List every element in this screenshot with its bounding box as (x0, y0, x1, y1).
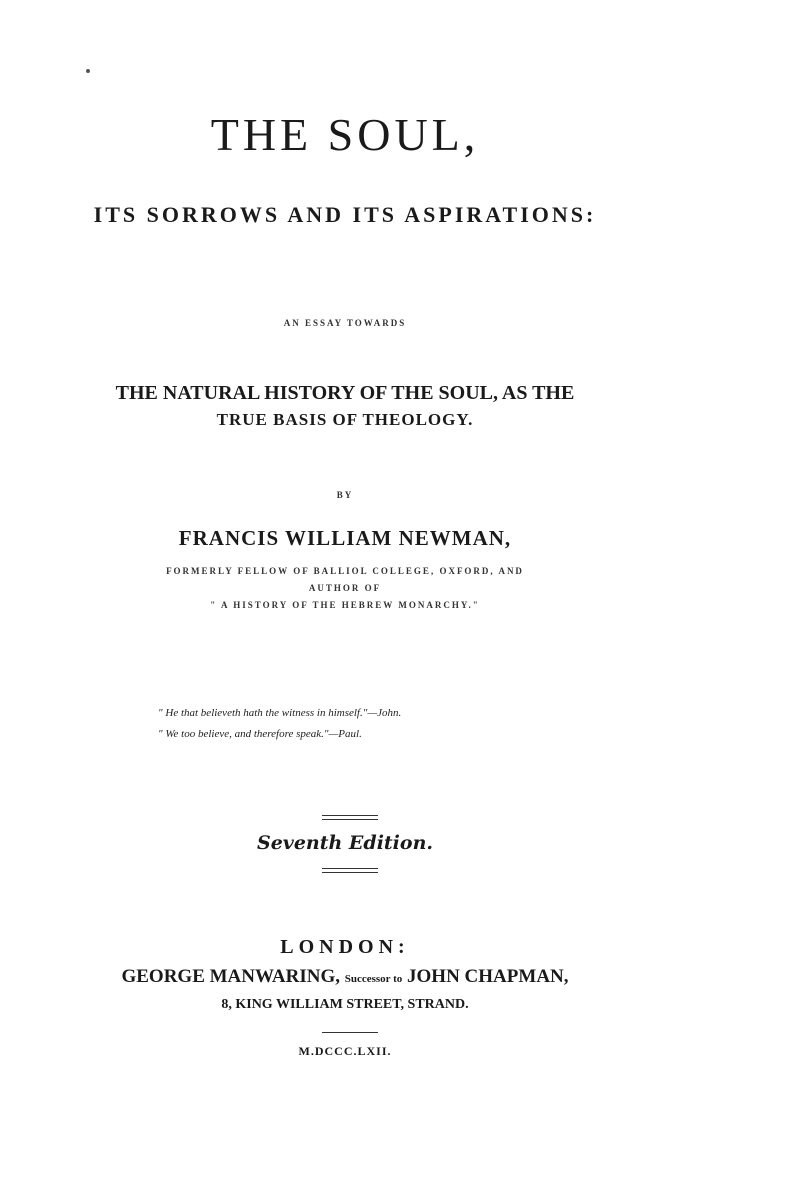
edition-rule-bottom (322, 868, 378, 873)
ink-speck (86, 69, 90, 73)
book-subtitle: ITS SORROWS AND ITS ASPIRATIONS: (93, 202, 597, 227)
edition-label: Seventh Edition. (256, 832, 434, 854)
publication-year: M.DCCC.LXII. (298, 1044, 392, 1058)
epigraph-quote: " He that believeth hath the witness in himself."—John. (158, 707, 402, 719)
edition-rule-top (322, 815, 378, 820)
author-name: FRANCIS WILLIAM NEWMAN, (178, 526, 512, 550)
imprint-city: LONDON: (280, 936, 410, 958)
book-title: THE SOUL, (210, 109, 480, 160)
author-credential: " A HISTORY OF THE HEBREW MONARCHY." (210, 600, 480, 610)
publisher-name: GEORGE MANWARING, (121, 966, 340, 987)
theme-line-1: THE NATURAL HISTORY OF THE SOUL, AS THE (115, 382, 575, 404)
imprint-publisher (0, 966, 690, 988)
author-credential: AUTHOR OF (308, 583, 382, 593)
year-rule (322, 1032, 378, 1033)
by-line: BY (336, 490, 354, 500)
epigraph-quote: " We too believe, and therefore speak."—Paul. (158, 728, 362, 740)
author-credential: FORMERLY FELLOW OF BALLIOL COLLEGE, OXFORD, AND (166, 566, 524, 576)
theme-line-2: TRUE BASIS OF THEOLOGY. (216, 410, 474, 429)
publisher-predecessor: JOHN CHAPMAN, (407, 966, 569, 987)
essay-intro: AN ESSAY TOWARDS (283, 318, 407, 328)
imprint-address: 8, KING WILLIAM STREET, STRAND. (221, 997, 469, 1012)
publisher-successor: Successor to (344, 973, 403, 985)
